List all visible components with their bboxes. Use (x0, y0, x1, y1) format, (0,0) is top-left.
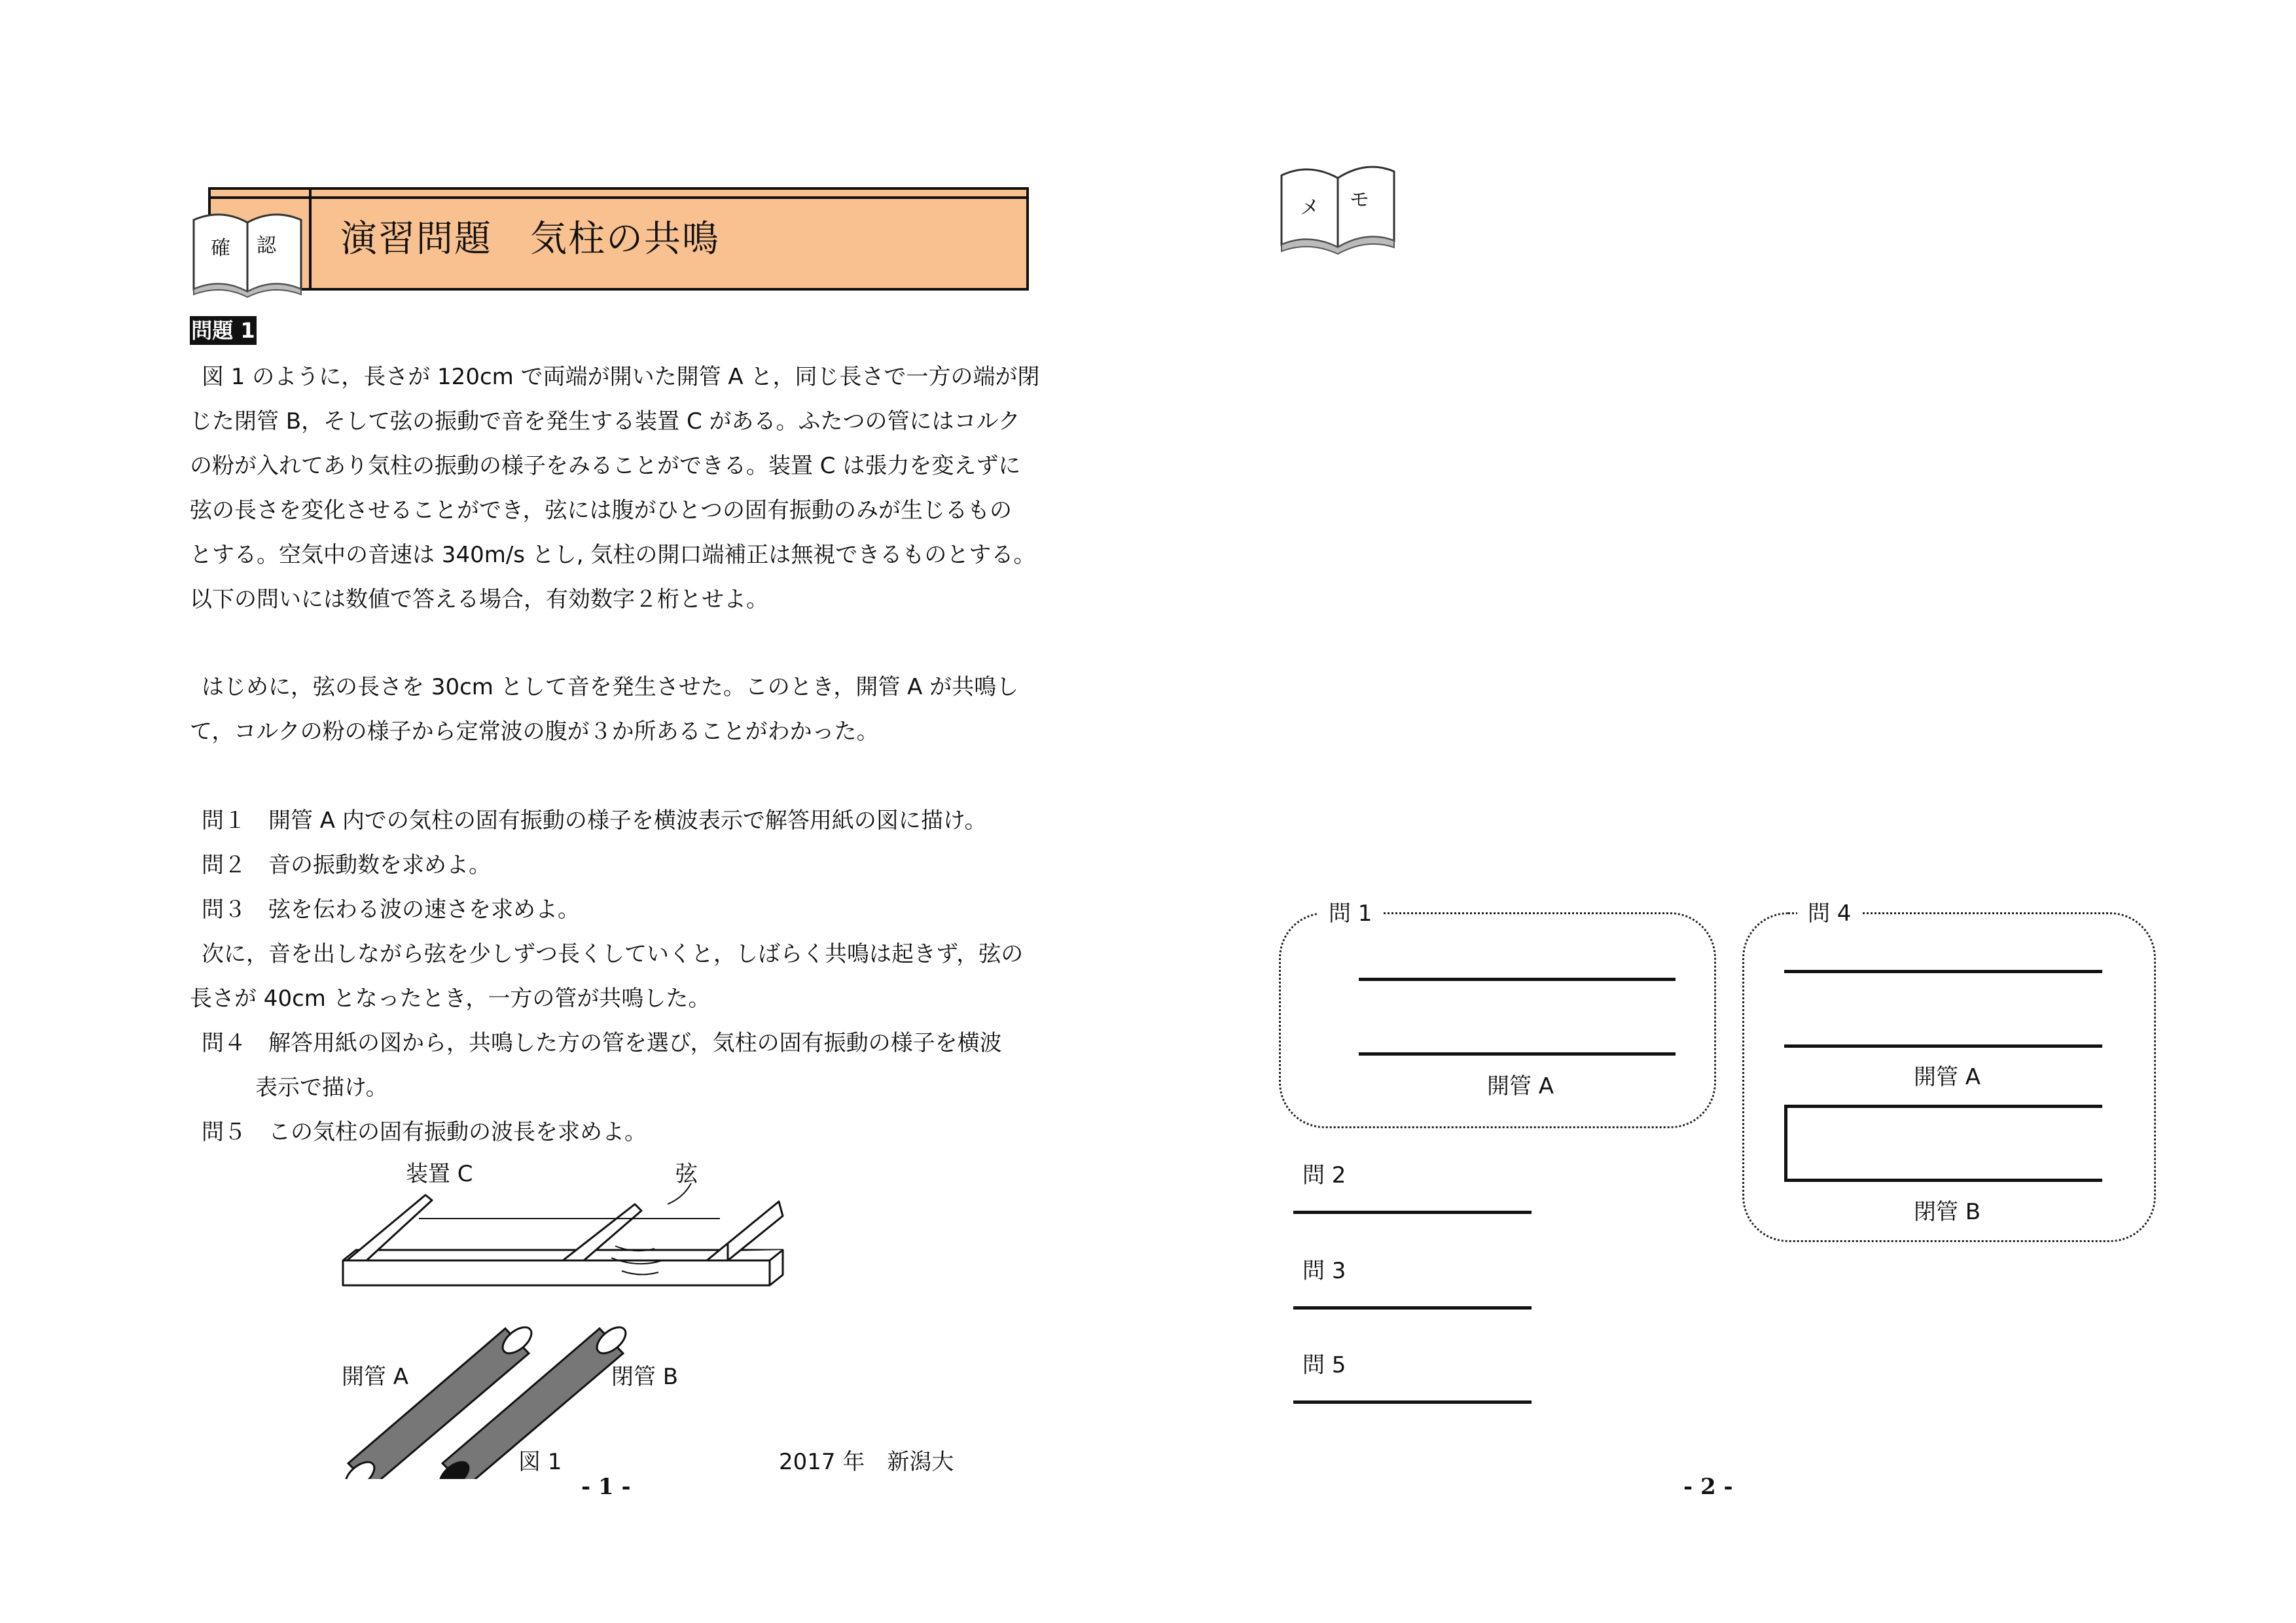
question-3: 問３ 弦を伝わる波の速さを求めよ。 (202, 897, 580, 923)
open-pipe-a-top-wall (1359, 978, 1676, 981)
question-5: 問５ この気柱の固有振動の波長を求めよ。 (202, 1119, 647, 1145)
question-list (190, 798, 1023, 1154)
question-2: 問２ 音の振動数を求めよ。 (202, 852, 491, 878)
q4-open-pipe-top-wall (1784, 970, 2102, 973)
closed-pipe-label: 閉管 B (611, 1364, 679, 1390)
source-citation: 2017 年 新潟大 (779, 1449, 954, 1475)
answer-q5-label: 問 5 (1302, 1352, 1346, 1378)
memo-char-2: モ (1350, 188, 1369, 211)
open-pipe-a-bottom-wall (1359, 1052, 1676, 1056)
para2-line: て，コルクの粉の様子から定常波の腹が３か所あることがわかった。 (190, 719, 879, 745)
confirm-book-icon (188, 194, 306, 298)
transition-line-1: 次に，音を出しながら弦を少しずつ長くしていくと，しばらく共鳴は起きず，弦の (202, 941, 1024, 967)
q4-closed-pipe-outline (1784, 1105, 2102, 1182)
string-label: 弦 (675, 1161, 698, 1187)
question-4-cont: 表示で描け。 (255, 1075, 388, 1101)
pipes-diagram (334, 1309, 661, 1479)
answer-q4-open-label: 開管 A (1914, 1064, 1981, 1090)
answer-box-q4-title: 問 4 (1797, 901, 1861, 927)
intro-line: 弦の長さを変化させることができ，弦には腹がひとつの固有振動のみが生じるもの (190, 497, 1012, 524)
answer-q2-label: 問 2 (1302, 1162, 1346, 1188)
para2-line: はじめに，弦の長さを 30cm として音を発生させた。このとき，開管 A が共鳴し (202, 674, 1019, 700)
title-band-divider (309, 187, 312, 291)
problem-label: 問題 1 (190, 316, 257, 345)
title-band-topline (208, 196, 1029, 199)
intro-paragraph (190, 355, 1039, 622)
answer-q1-pipe-label: 開管 A (1487, 1073, 1554, 1099)
badge-char-2: 認 (257, 234, 276, 257)
page-number-left: - 1 - (581, 1474, 631, 1500)
answer-q3-line (1293, 1306, 1532, 1310)
intro-line: の粉が入れてあり気柱の振動の様子をみることができる。装置 C は張力を変えずに (190, 453, 1021, 479)
answer-q3-label: 問 3 (1302, 1258, 1346, 1284)
memo-char-1: メ (1300, 196, 1319, 219)
q4-open-pipe-bottom-wall (1784, 1044, 2102, 1048)
answer-box-q1-title: 問 1 (1318, 901, 1382, 927)
answer-q5-line (1293, 1400, 1532, 1404)
figure-caption: 図 1 (518, 1449, 562, 1475)
device-c-diagram (327, 1178, 798, 1309)
intro-line: じた閉管 B，そして弦の振動で音を発生する装置 C がある。ふたつの管にはコルク (190, 408, 1020, 435)
open-pipe-label: 開管 A (342, 1364, 409, 1390)
question-4: 問４ 解答用紙の図から，共鳴した方の管を選び，気柱の固有振動の様子を横波 (202, 1030, 1002, 1056)
intro-line: とする。空気中の音速は 340m/s とし, 気柱の開口端補正は無視できるものとする。 (190, 542, 1036, 568)
page-title: 演習問題 気柱の共鳴 (340, 218, 720, 260)
memo-book-icon (1275, 152, 1399, 257)
second-paragraph (190, 665, 1018, 754)
page-number-right: - 2 - (1683, 1474, 1733, 1500)
intro-line: 図 1 のように，長さが 120cm で両端が開いた開管 A と，同じ長さで一方の端が閉 (202, 364, 1040, 390)
intro-line: 以下の問いには数値で答える場合，有効数字２桁とせよ。 (190, 586, 768, 613)
badge-char-1: 確 (211, 237, 230, 260)
transition-line-2: 長さが 40cm となったとき，一方の管が共鳴した。 (190, 986, 711, 1012)
question-1: 問１ 開管 A 内での気柱の固有振動の様子を横波表示で解答用紙の図に描け。 (202, 808, 987, 834)
answer-q4-closed-label: 閉管 B (1914, 1199, 1981, 1225)
device-c-label: 装置 C (406, 1161, 473, 1187)
answer-q2-line (1293, 1211, 1532, 1214)
